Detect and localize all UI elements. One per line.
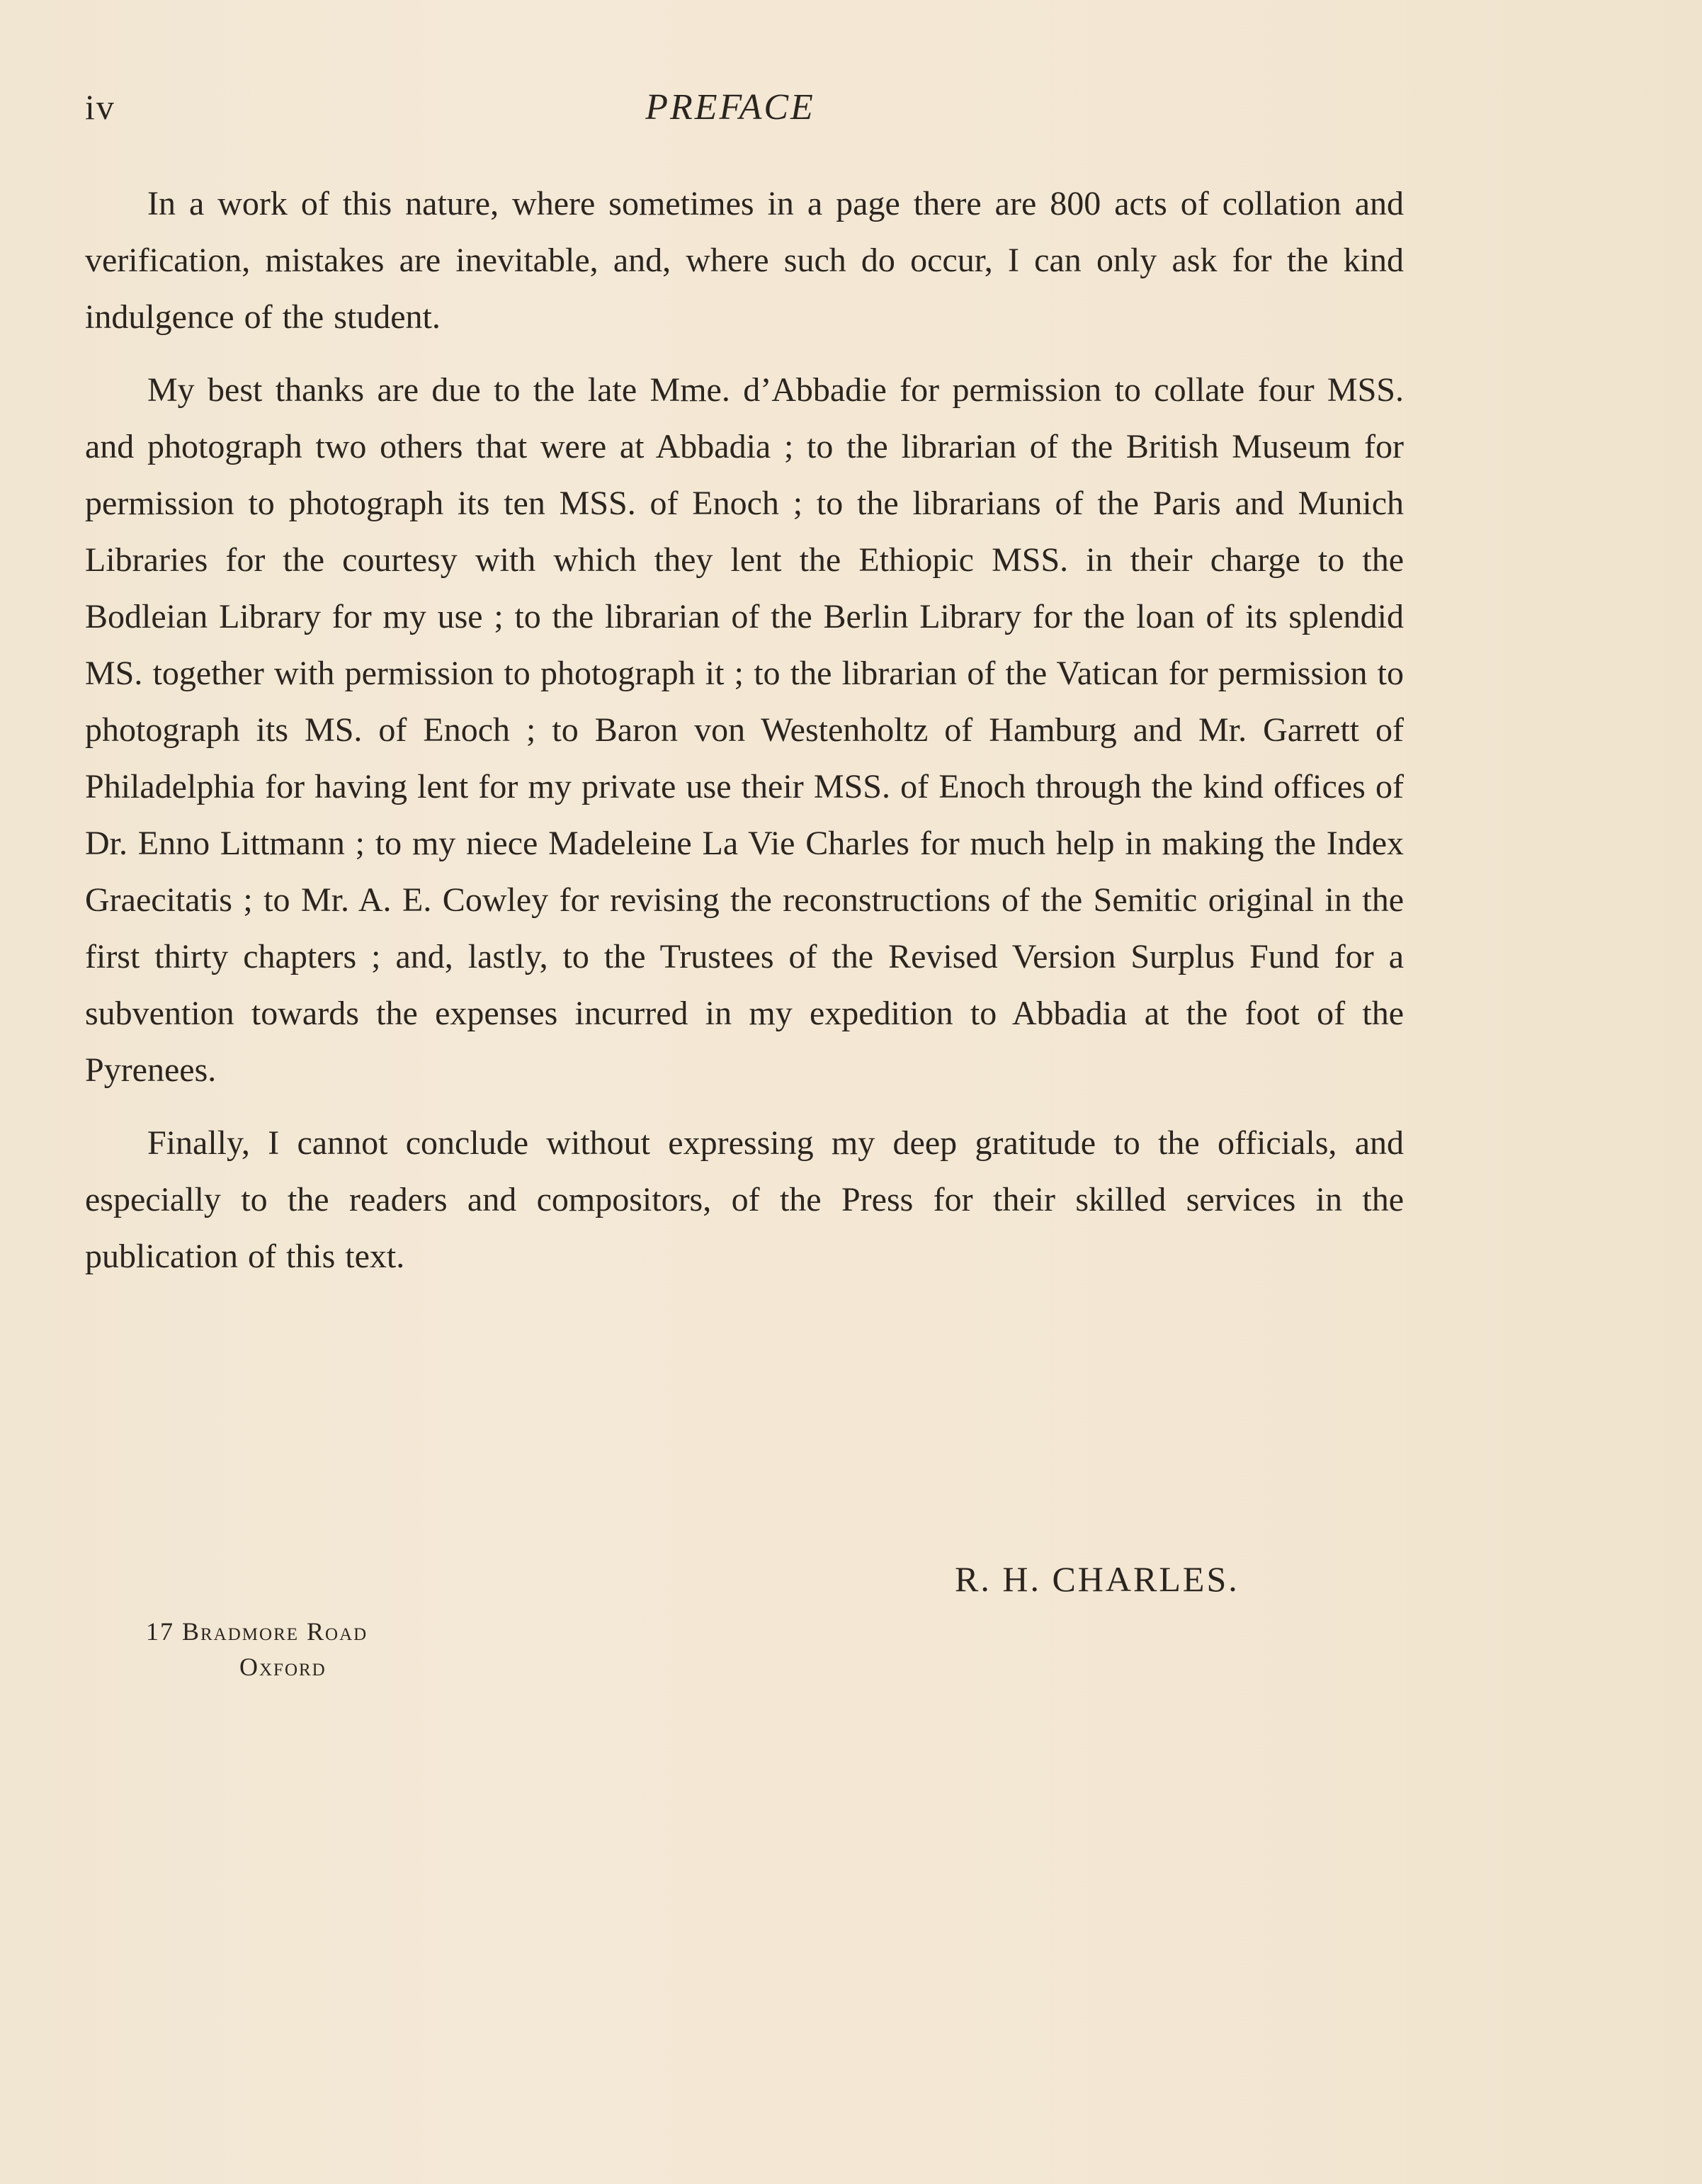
page-header <box>85 86 1404 136</box>
address-city: Oxford <box>239 1653 327 1681</box>
running-title: PREFACE <box>645 87 815 128</box>
author-signature: R. H. CHARLES. <box>955 1559 1239 1599</box>
paragraph: My best thanks are due to the late Mme. d’Abbadie for permission to collate four MSS. and photograph two others that were at Abbadia ; to the librarian of the British Museum for permission to photograph its ten MSS. of Enoch ; to the librarians of the Paris and Munich Libraries for the courtesy with which they lent the Ethiopic MSS. in their charge to the Bodleian Library for my use ; to the librarian of the Berlin Library for the loan of its splendid MS. together with permission to photograph it ; to the librarian of the Vatican for permission to photograph its MS. of Enoch ; to Baron von Westenholtz of Hamburg and Mr. Garrett of Philadelphia for having lent for my private use their MSS. of Enoch through the kind offices of Dr. Enno Littmann ; to my niece Madeleine La Vie Charles for much help in making the Index Graecitatis ; to Mr. A. E. Cowley for revising the reconstructions of the Semitic original in the first thirty chapters ; and, lastly, to the Trustees of the Revised Version Surplus Fund for a subvention towards the expenses incurred in my expedition to Abbadia at the foot of the Pyrenees. <box>85 371 1404 1089</box>
address-street: 17 Bradmore Road <box>146 1617 368 1646</box>
author-address <box>146 1614 368 1685</box>
preface-body <box>85 176 1404 1301</box>
paragraph: In a work of this nature, where sometimes in a page there are 800 acts of collation and verification, mistakes are inevitable, and, where such do occur, I can only ask for the kind indulgence of the student. <box>85 185 1404 336</box>
page-number: iv <box>85 87 115 127</box>
paragraph: Finally, I cannot conclude without expressing my deep gratitude to the officials, and especially to the readers and compositors, of the Press for their skilled services in the publication of this text. <box>85 1124 1404 1275</box>
